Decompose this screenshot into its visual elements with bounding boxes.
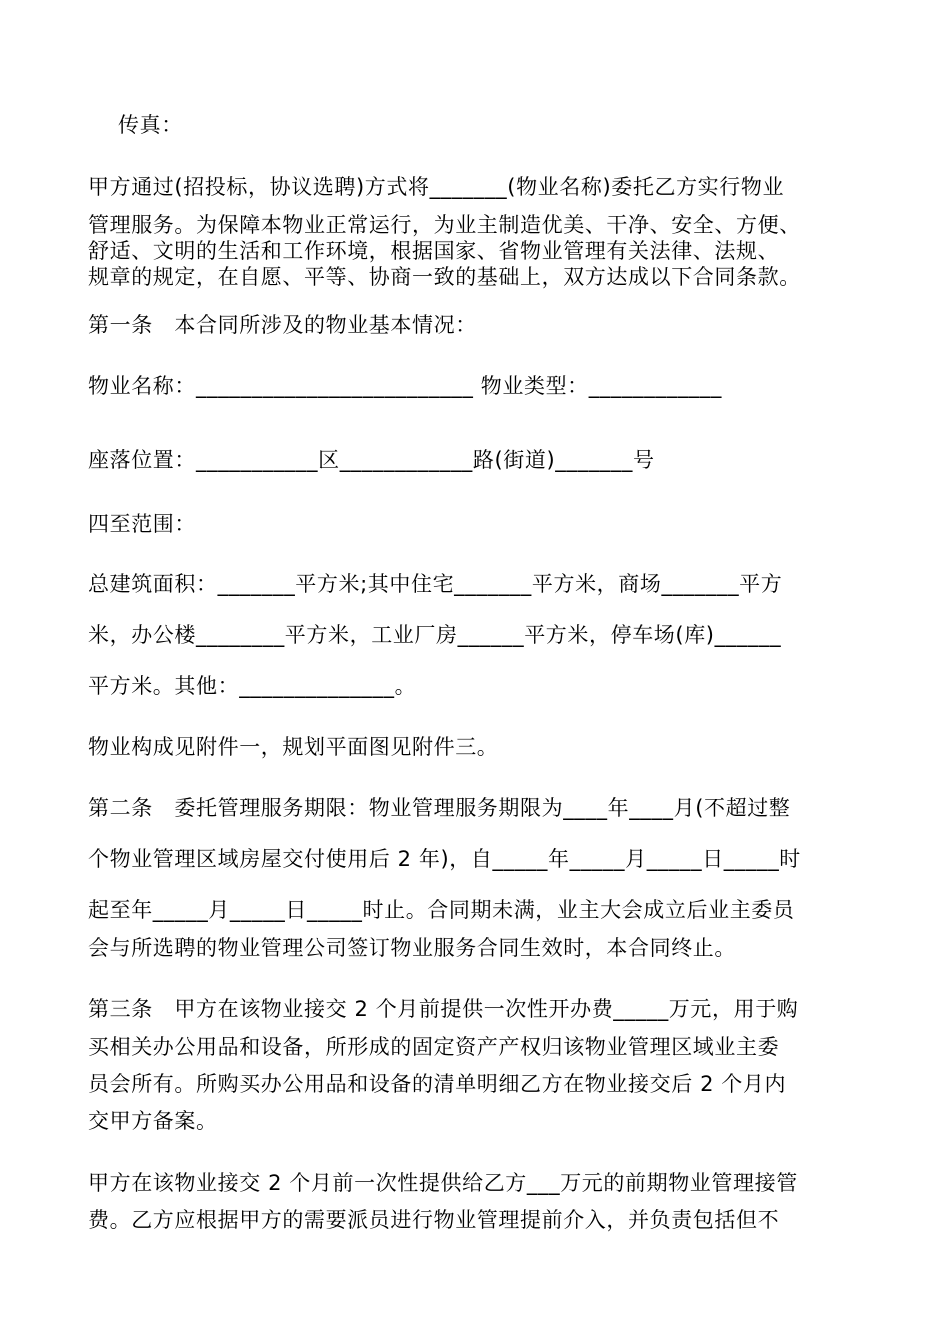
paragraph-line: 个物业管理区域房屋交付使用后 2 年)，自_____年_____月_____日_____时	[88, 847, 801, 871]
paragraph-line: 甲方在该物业接交 2 个月前一次性提供给乙方___万元的前期物业管理接管	[88, 1171, 798, 1195]
article-heading: 第二条 委托管理服务期限：物业管理服务期限为____年____月(不超过整	[88, 796, 791, 820]
paragraph-line: 平方米。其他：______________。	[88, 674, 417, 698]
article-heading: 第三条 甲方在该物业接交 2 个月前提供一次性开办费_____万元，用于购	[88, 997, 799, 1021]
article-heading: 第一条 本合同所涉及的物业基本情况：	[88, 313, 477, 337]
paragraph-line: 会与所选聘的物业管理公司签订物业服务合同生效时，本合同终止。	[88, 936, 736, 960]
paragraph-line: 员会所有。所购买办公用品和设备的清单明细乙方在物业接交后 2 个月内	[88, 1072, 787, 1096]
fax-label: 传真：	[118, 113, 183, 137]
form-line: 四至范围：	[88, 512, 196, 536]
paragraph-line: 物业构成见附件一，规划平面图见附件三。	[88, 735, 499, 759]
paragraph-line: 交甲方备案。	[88, 1109, 218, 1133]
form-line: 座落位置：___________区____________路(街道)_______号	[88, 448, 655, 472]
paragraph-line: 甲方通过(招投标，协议选聘)方式将_______(物业名称)委托乙方实行物业	[88, 175, 785, 199]
form-line: 物业名称：_________________________ 物业类型：____________	[88, 374, 722, 398]
paragraph-line: 总建筑面积：_______平方米;其中住宅_______平方米，商场_______平方	[88, 572, 783, 596]
paragraph-line: 规章的规定，在自愿、平等、协商一致的基础上，双方达成以下合同条款。	[88, 265, 801, 289]
paragraph-line: 米，办公楼________平方米，工业厂房______平方米，停车场(库)______	[88, 623, 782, 647]
paragraph-line: 起至年_____月_____日_____时止。合同期未满，业主大会成立后业主委员	[88, 898, 795, 922]
paragraph-line: 舒适、文明的生活和工作环境，根据国家、省物业管理有关法律、法规、	[88, 239, 780, 263]
paragraph-line: 买相关办公用品和设备，所形成的固定资产产权归该物业管理区域业主委	[88, 1035, 780, 1059]
paragraph-line: 费。乙方应根据甲方的需要派员进行物业管理提前介入，并负责包括但不	[88, 1208, 780, 1232]
paragraph-line: 管理服务。为保障本物业正常运行，为业主制造优美、干净、安全、方便、	[88, 213, 801, 237]
